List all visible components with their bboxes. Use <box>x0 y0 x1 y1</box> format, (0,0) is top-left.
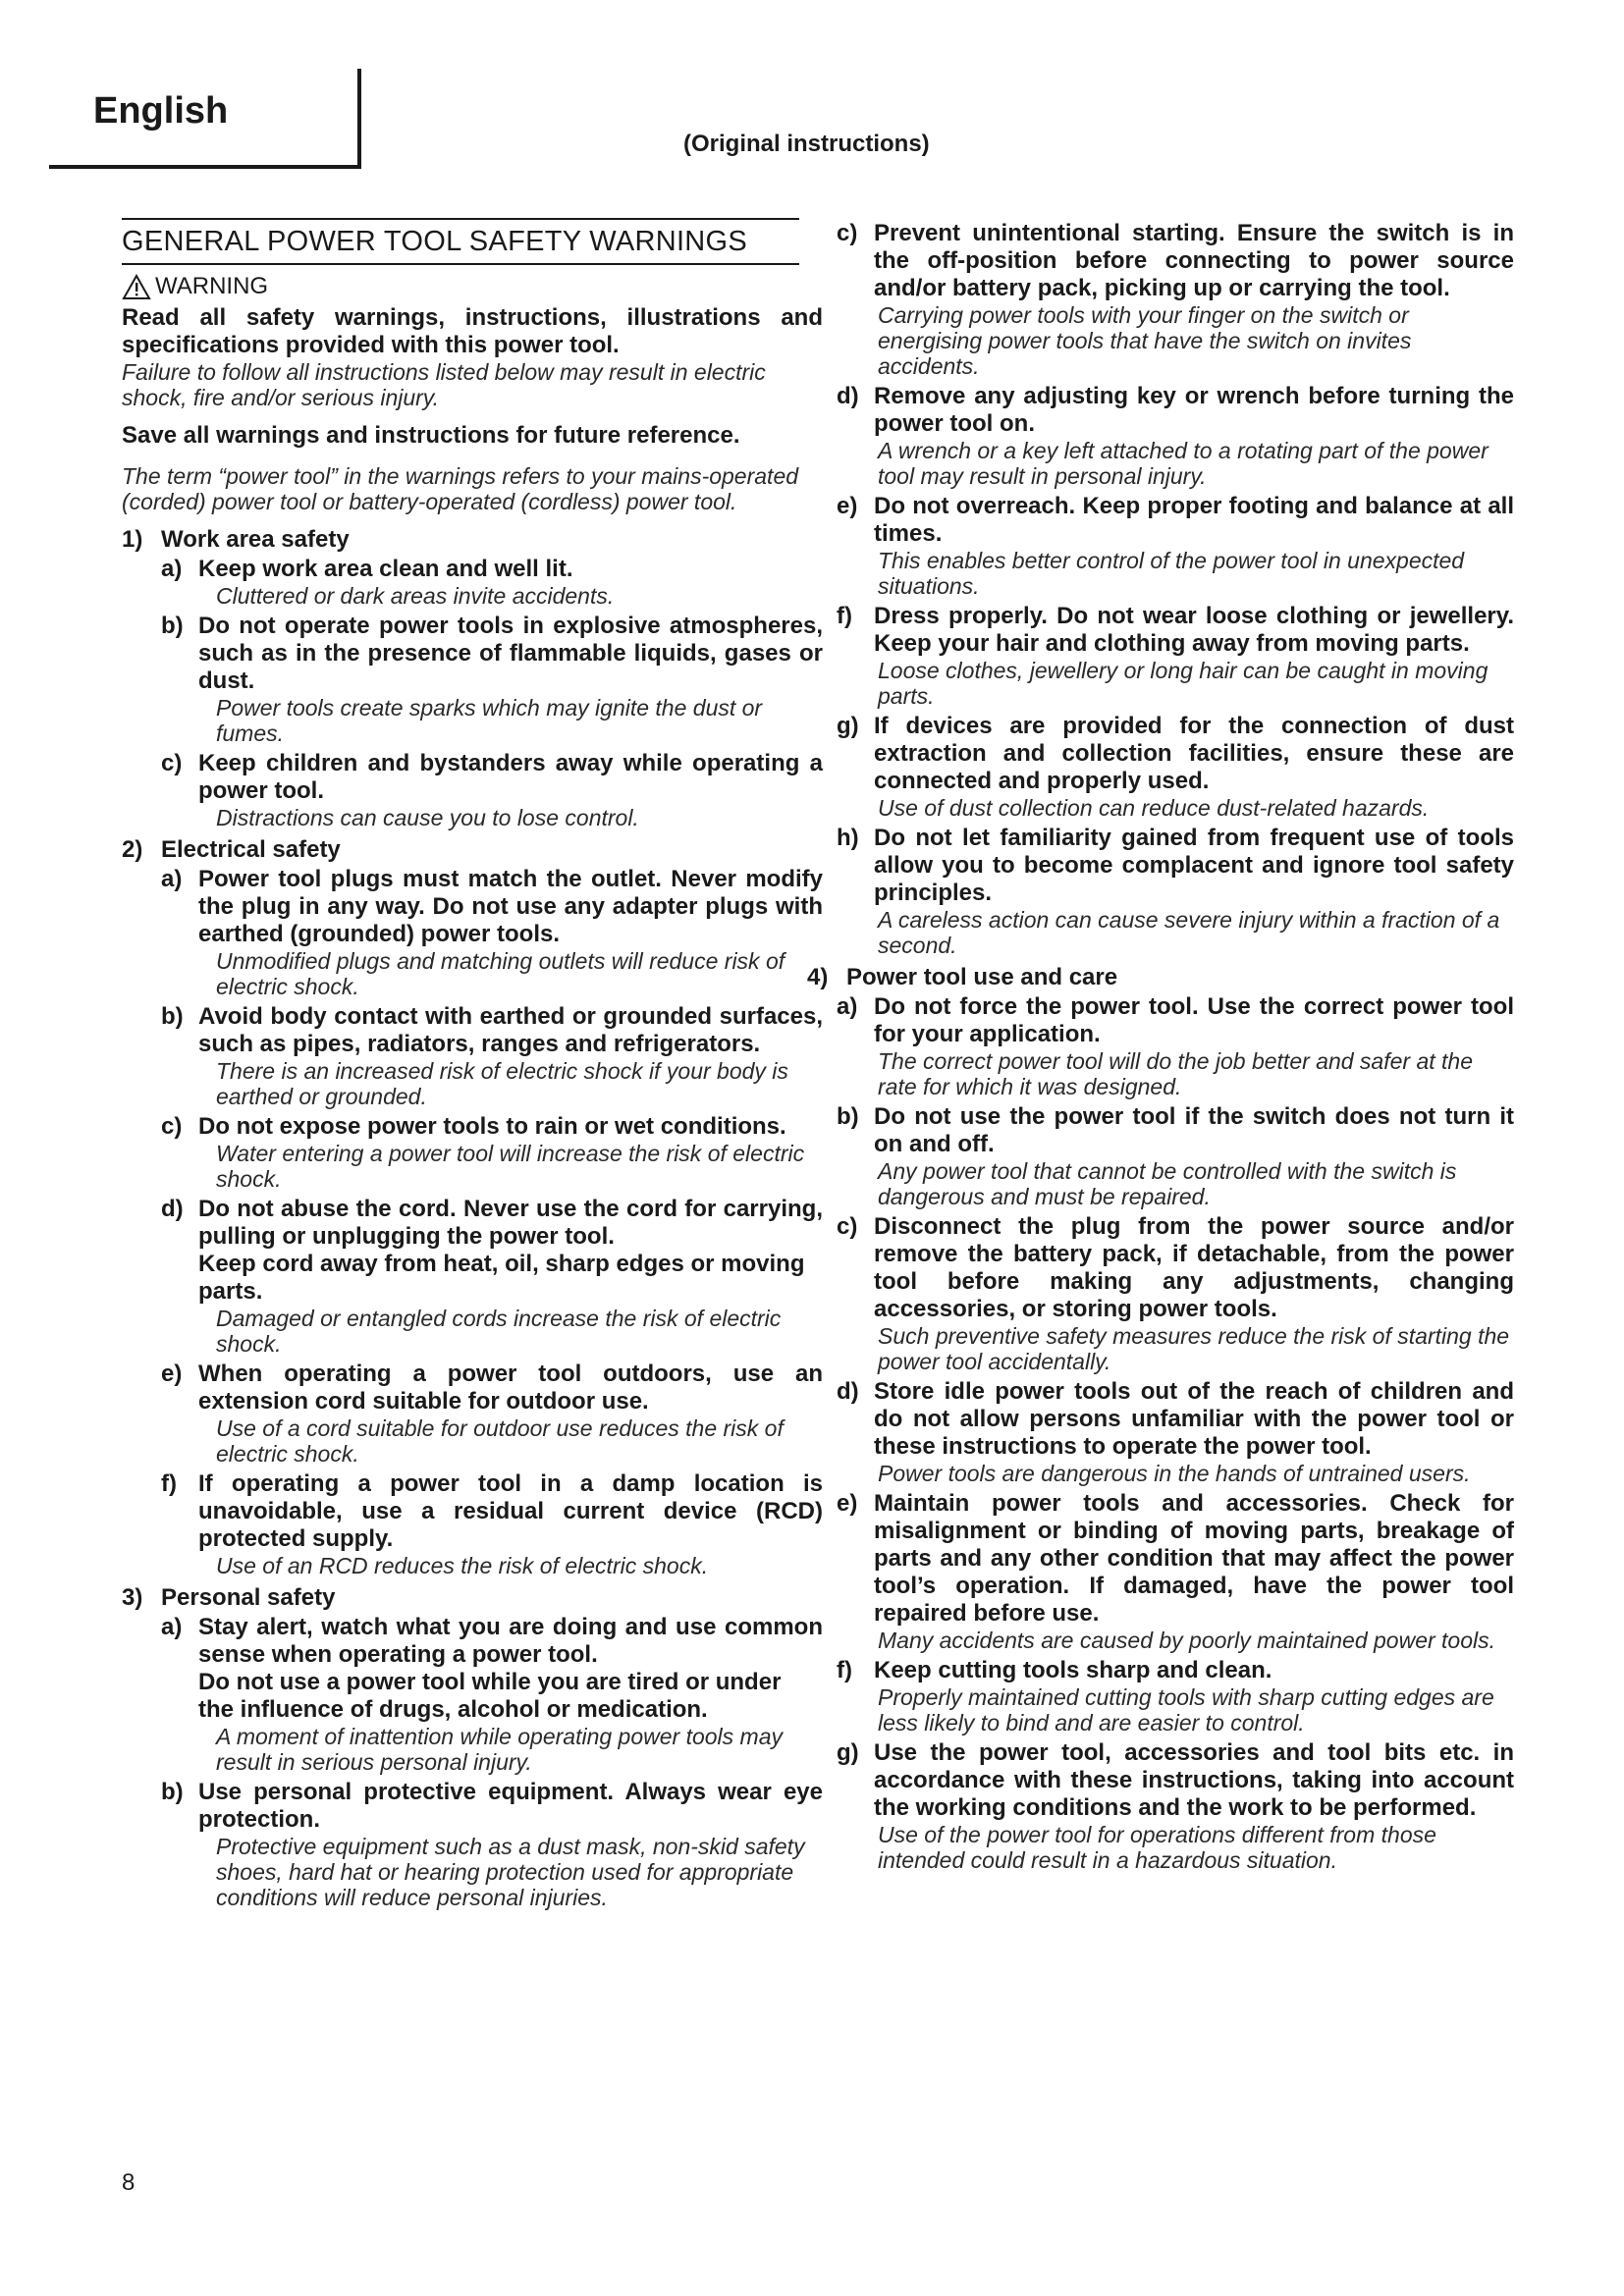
item-note: A moment of inattention while operating power tools may result in serious personal injury. <box>216 1724 784 1775</box>
original-instructions-label: (Original instructions) <box>683 131 930 157</box>
item-note: Power tools are dangerous in the hands of untrained users. <box>878 1461 1471 1486</box>
list-item: g) Use the power tool, accessories and tool bits etc. in accordance with these instructions, taking into account the working conditions and the work to be performed. <box>837 1739 1514 1821</box>
section-electrical: 2) Electrical safety <box>122 836 341 863</box>
intro-text: Read all safety warnings, instructions, illustrations and specifications provided with this power tool. <box>122 304 823 358</box>
list-item: b) Avoid body contact with earthed or grounded surfaces, such as pipes, radiators, ranges and refrigerators. <box>161 1003 823 1057</box>
page-number: 8 <box>122 2169 135 2196</box>
section-work-area: 1) Work area safety <box>122 526 350 553</box>
item-note: Water entering a power tool will increase the risk of electric shock. <box>216 1141 805 1192</box>
list-item: f) Keep cutting tools sharp and clean. <box>837 1657 1272 1683</box>
list-item: a) Power tool plugs must match the outlet. Never modify the plug in any way. Do not use any adapter plugs with earthed (grounded) power tools. <box>161 866 823 947</box>
item-note: Power tools create sparks which may ignite the dust or fumes. <box>216 695 763 746</box>
item-note: Many accidents are caused by poorly maintained power tools. <box>878 1628 1496 1653</box>
item-note: A wrench or a key left attached to a rotating part of the power tool may result in personal injury. <box>878 438 1489 489</box>
section-tool-use-care: 4) Power tool use and care <box>807 964 1118 990</box>
item-note: Carrying power tools with your finger on the switch or energising power tools that have the switch on invites accidents. <box>878 302 1412 379</box>
list-item: f) If operating a power tool in a damp location is unavoidable, use a residual current device (RCD) protected supply. <box>161 1470 823 1552</box>
list-item: c) Do not expose power tools to rain or wet conditions. <box>161 1113 786 1140</box>
list-item: b) Use personal protective equipment. Always wear eye protection. <box>161 1779 823 1833</box>
list-item: c) Prevent unintentional starting. Ensure the switch is in the off-position before connecting to power source and/or battery pack, picking up or carrying the tool. <box>837 220 1514 301</box>
save-instructions: Save all warnings and instructions for future reference. <box>122 422 740 449</box>
language-label: English <box>93 90 229 132</box>
item-note: Protective equipment such as a dust mask, non-skid safety shoes, hard hat or hearing protection used for appropriate conditions will reduce personal injuries. <box>216 1834 805 1910</box>
item-note: Unmodified plugs and matching outlets will reduce risk of electric shock. <box>216 948 785 999</box>
list-item: e) Do not overreach. Keep proper footing and balance at all times. <box>837 493 1514 547</box>
list-item: d) Remove any adjusting key or wrench before turning the power tool on. <box>837 383 1514 437</box>
list-item: a) Do not force the power tool. Use the correct power tool for your application. <box>837 993 1514 1047</box>
left-column <box>122 218 823 1914</box>
item-note: Properly maintained cutting tools with sharp cutting edges are less likely to bind and are easier to control. <box>878 1684 1494 1735</box>
warning-heading <box>122 273 823 300</box>
item-continuation: Do not use a power tool while you are tired or under the influence of drugs, alcohol or medication. <box>198 1669 782 1723</box>
item-note: There is an increased risk of electric shock if your body is earthed or grounded. <box>216 1058 788 1109</box>
item-note: Any power tool that cannot be controlled with the switch is dangerous and must be repaired. <box>878 1158 1457 1209</box>
item-note: Cluttered or dark areas invite accidents. <box>216 583 615 609</box>
list-item: a) Keep work area clean and well lit. <box>161 556 573 582</box>
item-note: Use of the power tool for operations different from those intended could result in a hazardous situation. <box>878 1822 1436 1873</box>
list-item: e) When operating a power tool outdoors, use an extension cord suitable for outdoor use. <box>161 1361 823 1415</box>
list-item: g) If devices are provided for the connection of dust extraction and collection facilities, ensure these are connected and properly used. <box>837 713 1514 794</box>
item-continuation: Keep cord away from heat, oil, sharp edges or moving parts. <box>198 1251 805 1305</box>
item-note: Use of an RCD reduces the risk of electric shock. <box>216 1553 709 1578</box>
list-item: b) Do not operate power tools in explosive atmospheres, such as in the presence of flammable liquids, gases or dust. <box>161 613 823 694</box>
list-item: d) Do not abuse the cord. Never use the cord for carrying, pulling or unplugging the power tool. <box>161 1196 823 1250</box>
item-note: Damaged or entangled cords increase the risk of electric shock. <box>216 1306 782 1357</box>
list-item: a) Stay alert, watch what you are doing and use common sense when operating a power tool. <box>161 1614 823 1668</box>
item-note: Such preventive safety measures reduce the risk of starting the power tool accidentally. <box>878 1323 1510 1374</box>
item-note: A careless action can cause severe injury within a fraction of a second. <box>878 907 1500 958</box>
item-note: Distractions can cause you to lose control. <box>216 805 639 830</box>
item-note: Loose clothes, jewellery or long hair can be caught in moving parts. <box>878 658 1489 709</box>
term-definition: The term “power tool” in the warnings refers to your mains-operated (corded) power tool or battery-operated (cordless) power tool. <box>122 463 799 514</box>
list-item: c) Disconnect the plug from the power source and/or remove the battery pack, if detachable, from the power tool before making any adjustments, changing accessories, or storing power tools. <box>837 1213 1514 1322</box>
list-item: c) Keep children and bystanders away while operating a power tool. <box>161 750 823 804</box>
item-note: Use of dust collection can reduce dust-related hazards. <box>878 795 1430 821</box>
warning-label: WARNING <box>155 273 269 299</box>
list-item: b) Do not use the power tool if the switch does not turn it on and off. <box>837 1103 1514 1157</box>
section-title: GENERAL POWER TOOL SAFETY WARNINGS <box>122 218 799 265</box>
right-column <box>807 218 1514 1877</box>
list-item: d) Store idle power tools out of the reach of children and do not allow persons unfamiliar with the power tool or these instructions to operate the power tool. <box>837 1378 1514 1460</box>
item-note: The correct power tool will do the job better and safer at the rate for which it was designed. <box>878 1048 1473 1099</box>
item-note: This enables better control of the power tool in unexpected situations. <box>878 548 1465 599</box>
list-item: e) Maintain power tools and accessories. Check for misalignment or binding of moving parts, breakage of parts and any other condition that may affect the power tool’s operation. If damaged, have the power tool repaired before use. <box>837 1490 1514 1627</box>
warning-triangle-icon <box>122 274 151 300</box>
item-note: Use of a cord suitable for outdoor use reduces the risk of electric shock. <box>216 1415 784 1467</box>
list-item: h) Do not let familiarity gained from frequent use of tools allow you to become complacent and ignore tool safety principles. <box>837 825 1514 906</box>
list-item: f) Dress properly. Do not wear loose clothing or jewellery. Keep your hair and clothing away from moving parts. <box>837 603 1514 657</box>
intro-note: Failure to follow all instructions listed below may result in electric shock, fire and/or serious injury. <box>122 359 766 410</box>
section-personal: 3) Personal safety <box>122 1584 336 1611</box>
